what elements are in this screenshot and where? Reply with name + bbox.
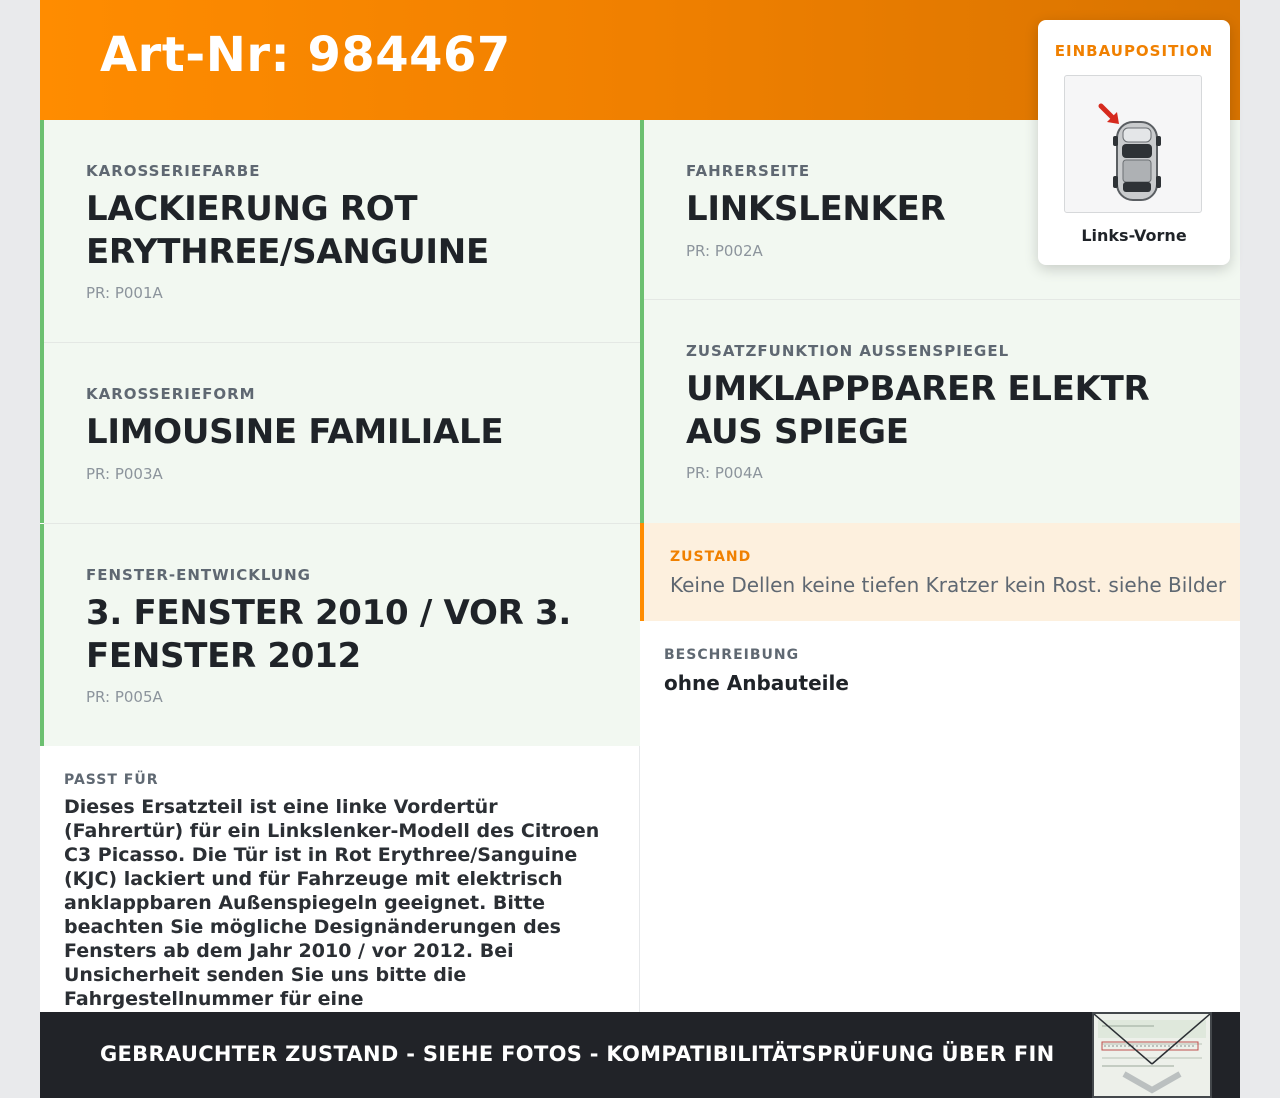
installation-position-caption: Links-Vorne	[1081, 226, 1187, 245]
spec-label: FENSTER-ENTWICKLUNG	[86, 566, 311, 584]
spec-value: LIMOUSINE FAMILIALE	[86, 412, 504, 452]
page-footer	[40, 1012, 1240, 1098]
spec-karosseriefarbe	[40, 120, 640, 343]
car-diagram	[1065, 76, 1201, 212]
spec-value: 3. FENSTER 2010 / VOR 3. FENSTER 2012	[86, 593, 571, 676]
document-thumbnail	[1094, 1014, 1210, 1096]
fits-label: PASST FÜR	[64, 772, 159, 788]
article-number-title: Art-Nr: 984467	[100, 27, 511, 83]
condition-text: Keine Dellen keine tiefen Kratzer kein Rost. siehe Bilder	[670, 573, 1227, 597]
spec-pr-code: PR: P001A	[86, 284, 163, 302]
spec-pr-code: PR: P003A	[86, 465, 163, 483]
installation-position-card	[1038, 20, 1230, 265]
spec-label: KAROSSERIEFORM	[86, 385, 256, 403]
spec-karosserieform	[40, 343, 640, 523]
spec-aussenspiegel	[640, 300, 1240, 523]
spec-label: FAHRERSEITE	[686, 162, 811, 180]
spec-value: LACKIERUNG ROT ERYTHREE/SANGUINE	[86, 189, 489, 272]
installation-position-title: EINBAUPOSITION	[1054, 42, 1214, 60]
spec-label: ZUSATZFUNKTION AUSSENSPIEGEL	[686, 342, 1010, 360]
car-top-view-icon	[1064, 75, 1202, 213]
description-label: BESCHREIBUNG	[664, 647, 800, 663]
fits-text: Dieses Ersatzteil ist eine linke Vordertür (Fahrertür) für ein Linkslenker-Modell des Citroen C3 Picasso. Die Tür ist in Rot Erythree/Sanguine (KJC) lackiert und für Fahrzeuge mit elektrisch anklappbaren Außenspiegeln geeignet. Bitte beachten Sie mögliche Designänderungen des Fensters ab dem Jahr 2010 / vor 2012. Bei Unsicherheit senden Sie uns bitte die Fahrgestellnummer für eine	[64, 796, 600, 1010]
spec-pr-code: PR: P002A	[686, 242, 763, 260]
vehicle-registration-document-icon	[1092, 1012, 1212, 1098]
spec-pr-code: PR: P004A	[686, 464, 763, 482]
spec-value: UMKLAPPBARER ELEKTR AUS SPIEGE	[686, 369, 1150, 452]
condition-box	[640, 523, 1240, 621]
spec-fenster-entwicklung	[40, 524, 640, 746]
spec-label: KAROSSERIEFARBE	[86, 162, 261, 180]
column-divider	[639, 746, 640, 1012]
footer-text: GEBRAUCHTER ZUSTAND - SIEHE FOTOS - KOMPATIBILITÄTSPRÜFUNG ÜBER FIN	[100, 1042, 1055, 1066]
condition-label: ZUSTAND	[670, 549, 752, 565]
spec-value: LINKSLENKER	[686, 189, 946, 229]
spec-pr-code: PR: P005A	[86, 688, 163, 706]
description-text: ohne Anbauteile	[664, 671, 849, 695]
